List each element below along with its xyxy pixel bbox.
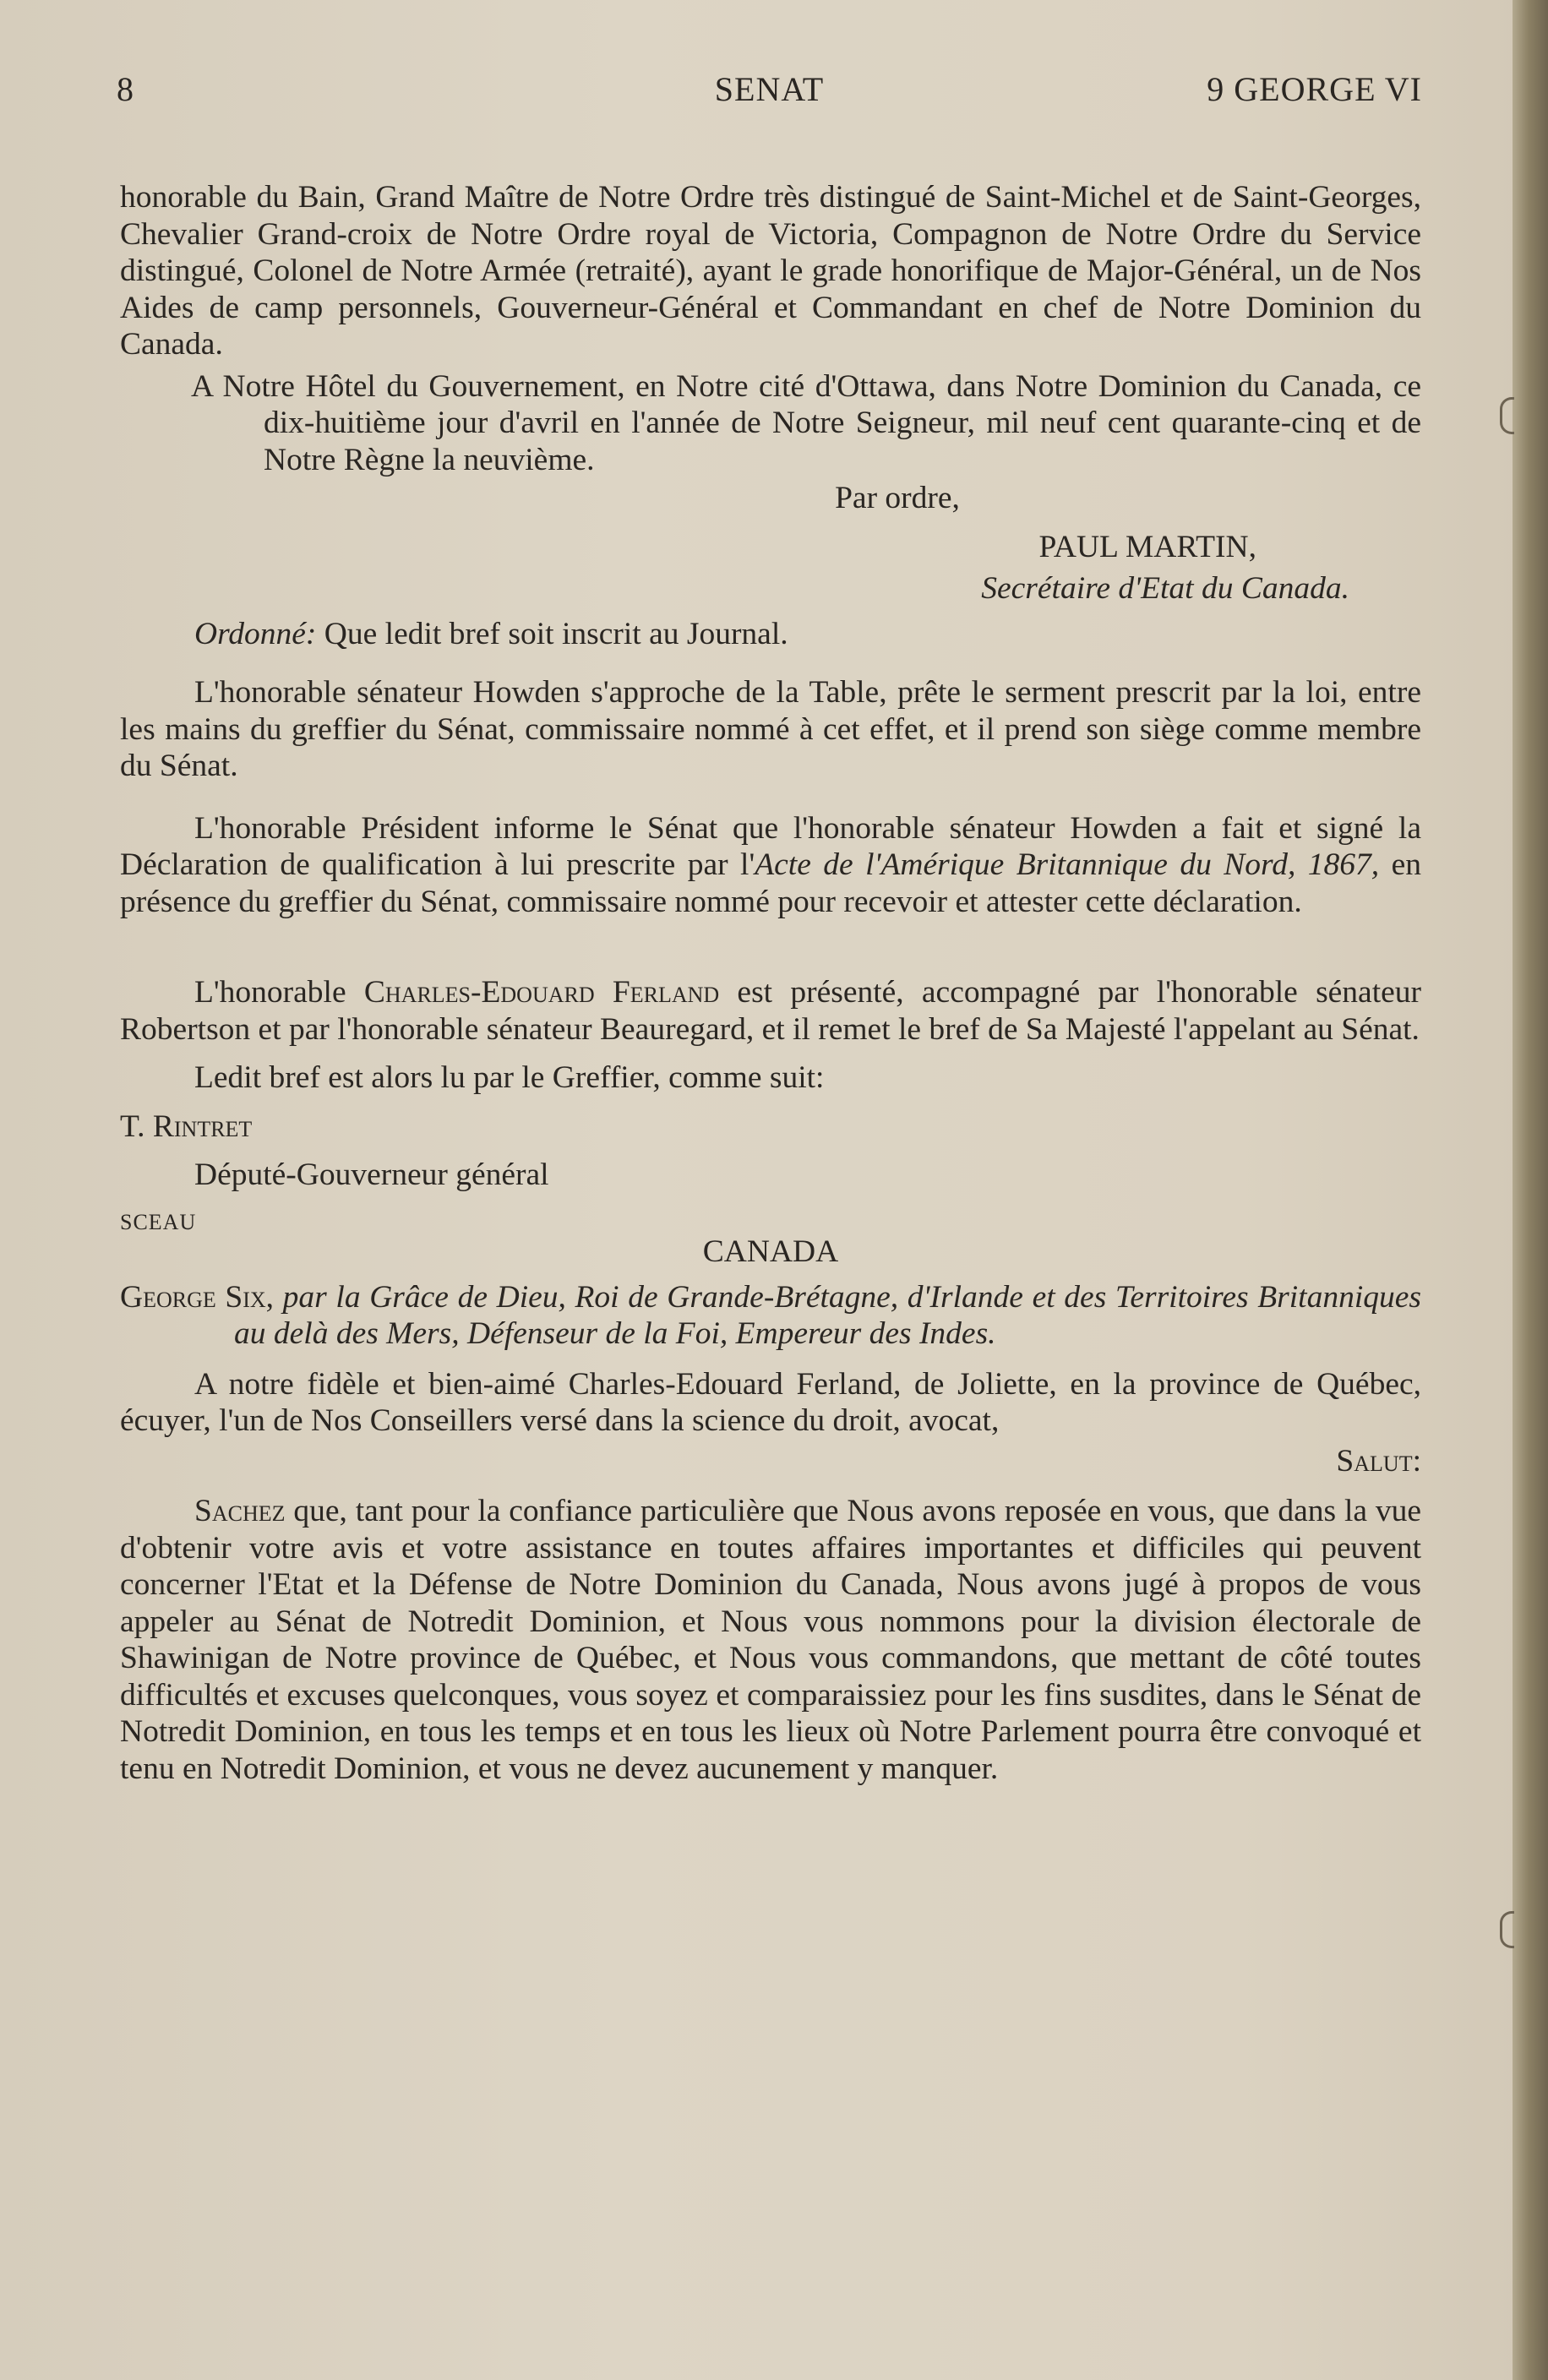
king-name: George Six, [120, 1279, 275, 1315]
signature-name: PAUL MARTIN, [1038, 529, 1256, 564]
running-header [117, 69, 1422, 112]
deputy-title: Député-Gouverneur général [194, 1157, 549, 1192]
king-titles: par la Grâce de Dieu, Roi de Grande-Brétagne, d'Irlande et des Territoires Britanniques au delà des Mers, Défenseur de la Foi, Empereur des Indes. [234, 1279, 1421, 1351]
canada-heading: CANADA [702, 1234, 839, 1269]
senator-name: Charles-Edouard Ferland [363, 975, 720, 1010]
presentation-text-b: est présenté, accompagné par l'honorable sénateur Robertson et par l'honorable sénateur Beauregard, et il remet le bref de Sa Majesté l'appelant au Sénat. [120, 975, 1421, 1047]
act-title: Acte de l'Amérique Britannique du Nord, 1867, [755, 847, 1380, 882]
paragraph-summons [120, 1493, 1421, 1787]
deputy-signature [120, 1108, 1421, 1146]
paragraph-governor-titles: honorable du Bain, Grand Maître de Notre Ordre très distingué de Saint-Michel et de Saint-Georges, Chevalier Grand-croix de Notre Ordre royal de Victoria, Compagnon de Notre Ordre du Service distingué, Colonel de Notre Armée (retraité), ayant le grade honorifique de Major-Général, un de Nos Aides de camp personnels, Gouverneur-Général et Commandant en chef de Notre Dominion du Canada. [120, 180, 1421, 362]
paragraph-king-titles [120, 1279, 1421, 1353]
ordonne-label: Ordonné: [194, 616, 317, 651]
declaration-text-a: L'honorable Président informe le Sénat que l'honorable sénateur Howden a fait et signé la Déclaration de qualification à lui prescrite par l' [120, 810, 1421, 882]
book-spine-edge [1513, 0, 1548, 2380]
paragraph-writ-read: Ledit bref est alors lu par le Greffier, comme suit: [194, 1060, 825, 1095]
header-regnal-year: 9 GEORGE VI [1207, 70, 1422, 108]
binding-tab-mark [1500, 1911, 1514, 1948]
summons-lead: Sachez [194, 1494, 286, 1528]
paragraph-given-at: A Notre Hôtel du Gouvernement, en Notre cité d'Ottawa, dans Notre Dominion du Canada, ce dix-huitième jour d'avril en l'année de Notre Seigneur, mil neuf cent quarante-cinq et de Notre Règne la neuvième. [191, 368, 1421, 477]
ordonne-text: Que ledit bref soit inscrit au Journal. [316, 616, 788, 651]
summons-text: que, tant pour la confiance particulière que Nous avons reposée en vous, que dans la vue d'obtenir votre avis et votre assistance en toutes affaires importantes et difficiles qui peuvent concerner l'Etat et la Défense de Notre Dominion du Canada, Nous avons jugé à propos de vous appeler au Sénat de Notredit Dominion, et Nous vous nommons pour la division électorale de Shawinigan de Notre province de Québec, et Nous vous commandons, que mettant de côté toutes difficultés et excuses quelconques, vous soyez et comparaissiez pour les fins susdites, dans le Sénat de Notredit Dominion, en tous les temps et en tous les lieux où Notre Parlement pourra être convoqué et tenu en Notredit Dominion, et vous ne devez aucunement y manquer. [120, 1494, 1421, 1786]
header-title: SENAT [714, 70, 825, 108]
paragraph-addressee: A notre fidèle et bien-aimé Charles-Edouard Ferland, de Joliette, en la province de Québec, écuyer, l'un de Nos Conseillers versé dans la science du droit, avocat, [120, 1366, 1421, 1438]
seal-label: SCEAU [120, 1209, 197, 1234]
binding-tab-mark [1500, 397, 1514, 434]
paragraph-declaration [120, 810, 1421, 921]
presentation-text-a: L'honorable [194, 975, 364, 1010]
par-ordre: Par ordre, [835, 481, 960, 515]
paragraph-ordonne [120, 616, 1421, 653]
page-number: 8 [117, 70, 134, 108]
rintret-initial: T. [120, 1108, 153, 1144]
page-body [120, 179, 1421, 1787]
rintret-name: Rintret [152, 1108, 253, 1144]
signature-title: Secrétaire d'Etat du Canada. [981, 571, 1349, 606]
salut: Salut: [1336, 1443, 1421, 1479]
declaration-text-b: en présence du greffier du Sénat, commissaire nommé pour recevoir et attester cette déclaration. [120, 847, 1421, 919]
paragraph-oath: L'honorable sénateur Howden s'approche de la Table, prête le serment prescrit par la loi, entre les mains du greffier du Sénat, commissaire nommé à cet effet, et il prend son siège comme membre du Sénat. [120, 675, 1421, 783]
paragraph-presentation [120, 974, 1421, 1048]
